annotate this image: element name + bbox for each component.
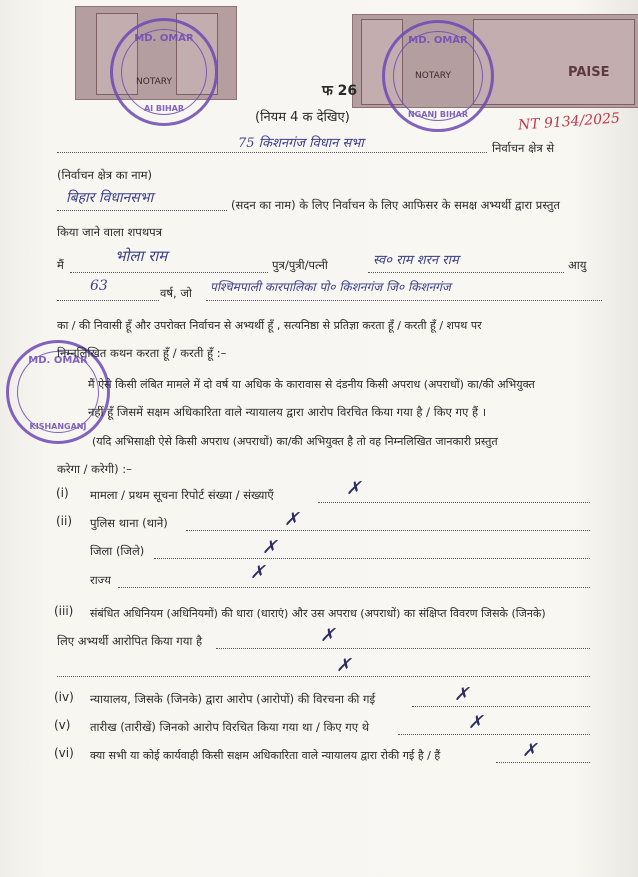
notary-seal-top-left: MD. OMAR AI BIHAR bbox=[110, 18, 218, 126]
declaration-line-2: निम्नलिखित कथन करता हूँ / करती हूँ :– bbox=[57, 346, 227, 360]
item-label: मामला / प्रथम सूचना रिपोर्ट संख्या / संख्याएँ bbox=[90, 488, 274, 502]
nil-mark: ✗ bbox=[522, 740, 538, 761]
constituency-suffix: निर्वाचन क्षेत्र से bbox=[492, 141, 555, 155]
item-number: (vi) bbox=[54, 746, 74, 760]
item-number: (iv) bbox=[54, 690, 74, 704]
mai-label: मैं bbox=[57, 258, 64, 272]
constituency-label: (निर्वाचन क्षेत्र का नाम) bbox=[57, 168, 152, 182]
declaration-line-1: का / की निवासी हूँ और उपरोक्त निर्वाचन से अभ्यर्थी हूँ , सत्यनिष्ठा से प्रतिज्ञा करता हूँ / करती हूँ / शपथ पर bbox=[57, 319, 482, 332]
nil-mark: ✗ bbox=[262, 537, 278, 558]
para1-line2: नहीं हूँ जिसमें सक्षम अधिकारिता वाले न्यायालय द्वारा आरोप विरचित किया गया है / किए गए हैं । bbox=[88, 405, 487, 419]
form-number: फ 26 bbox=[322, 83, 358, 99]
years-label: वर्ष, जो bbox=[160, 286, 192, 300]
item-label: जिला (जिले) bbox=[90, 544, 145, 558]
item-label: पुलिस थाना (थाने) bbox=[90, 516, 168, 530]
margin-note: NT 9134/2025 bbox=[517, 110, 621, 134]
nil-mark: ✗ bbox=[320, 625, 336, 646]
nil-mark: ✗ bbox=[346, 478, 362, 499]
relation-label: पुत्र/पुत्री/पत्नी bbox=[272, 258, 328, 272]
item-label: राज्य bbox=[90, 573, 111, 587]
address-value: पश्चिमपाली कारपालिका पो० किशनगंज जि० किशनगंज bbox=[210, 280, 451, 294]
deponent-name: भोला राम bbox=[115, 247, 168, 265]
father-name: स्व० राम शरन राम bbox=[373, 253, 459, 268]
para1-line1: मैं ऐसे किसी लंबित मामले में दो वर्ष या अधिक के कारावास से दंडनीय किसी अपराध (अपराधों) का/की अभियुक्त bbox=[88, 378, 535, 391]
stamp-notary-label-right: NOTARY bbox=[415, 71, 451, 81]
nil-mark: ✗ bbox=[336, 655, 352, 676]
nil-mark: ✗ bbox=[284, 509, 300, 530]
rule-reference: (नियम 4 क देखिए) bbox=[255, 110, 350, 125]
item-number: (ii) bbox=[56, 514, 73, 528]
para2-line1: (यदि अभिसाक्षी ऐसे किसी अपराध (अपराधों) का/की अभियुक्त है तो वह निम्नलिखित जानकारी प्रस्तुत bbox=[92, 435, 498, 448]
stamp-paise-text: PAISE bbox=[568, 65, 610, 80]
constituency-value: 75 किशनगंज विधान सभा bbox=[238, 136, 364, 151]
item-label: तारीख (तारीखें) जिनको आरोप विरचित किया गया था / किए गए थे bbox=[90, 720, 370, 734]
item-label: संबंधित अधिनियम (अधिनियमों) की धारा (धाराएं) और उस अपराध (अपराधों) का संक्षिप्त विवरण जिसके (जिनके) bbox=[90, 607, 546, 620]
notary-seal-top-right: MD. OMAR NGANJ BIHAR bbox=[382, 20, 494, 132]
stamp-notary-label: NOTARY bbox=[136, 77, 172, 87]
house-text: (सदन का नाम) के लिए निर्वाचन के लिए आफिसर के समक्ष अभ्यर्थी द्वारा प्रस्तुत bbox=[231, 198, 560, 212]
item-number: (v) bbox=[54, 718, 71, 732]
para2-line2: करेगा / करेगी) :– bbox=[57, 462, 132, 476]
item-label: क्या सभी या कोई कार्यवाही किसी सक्षम अधिकारिता वाले न्यायालय द्वारा रोकी गई है / हैं bbox=[90, 749, 441, 762]
item-label: लिए अभ्यर्थी आरोपित किया गया है bbox=[57, 634, 203, 648]
age-value: 63 bbox=[90, 278, 108, 294]
nil-mark: ✗ bbox=[250, 562, 266, 583]
notary-seal-middle-left: MD. OMAR KISHANGANJ bbox=[6, 340, 110, 444]
item-number: (iii) bbox=[54, 604, 74, 618]
age-label: आयु bbox=[568, 258, 587, 272]
nil-mark: ✗ bbox=[468, 712, 484, 733]
affidavit-line: किया जाने वाला शपथपत्र bbox=[57, 225, 163, 239]
house-value: बिहार विधानसभा bbox=[66, 190, 154, 206]
item-label: न्यायालय, जिसके (जिनके) द्वारा आरोप (आरोपों) की विरचना की गई bbox=[90, 692, 376, 706]
item-number: (i) bbox=[56, 486, 69, 500]
nil-mark: ✗ bbox=[454, 684, 470, 705]
